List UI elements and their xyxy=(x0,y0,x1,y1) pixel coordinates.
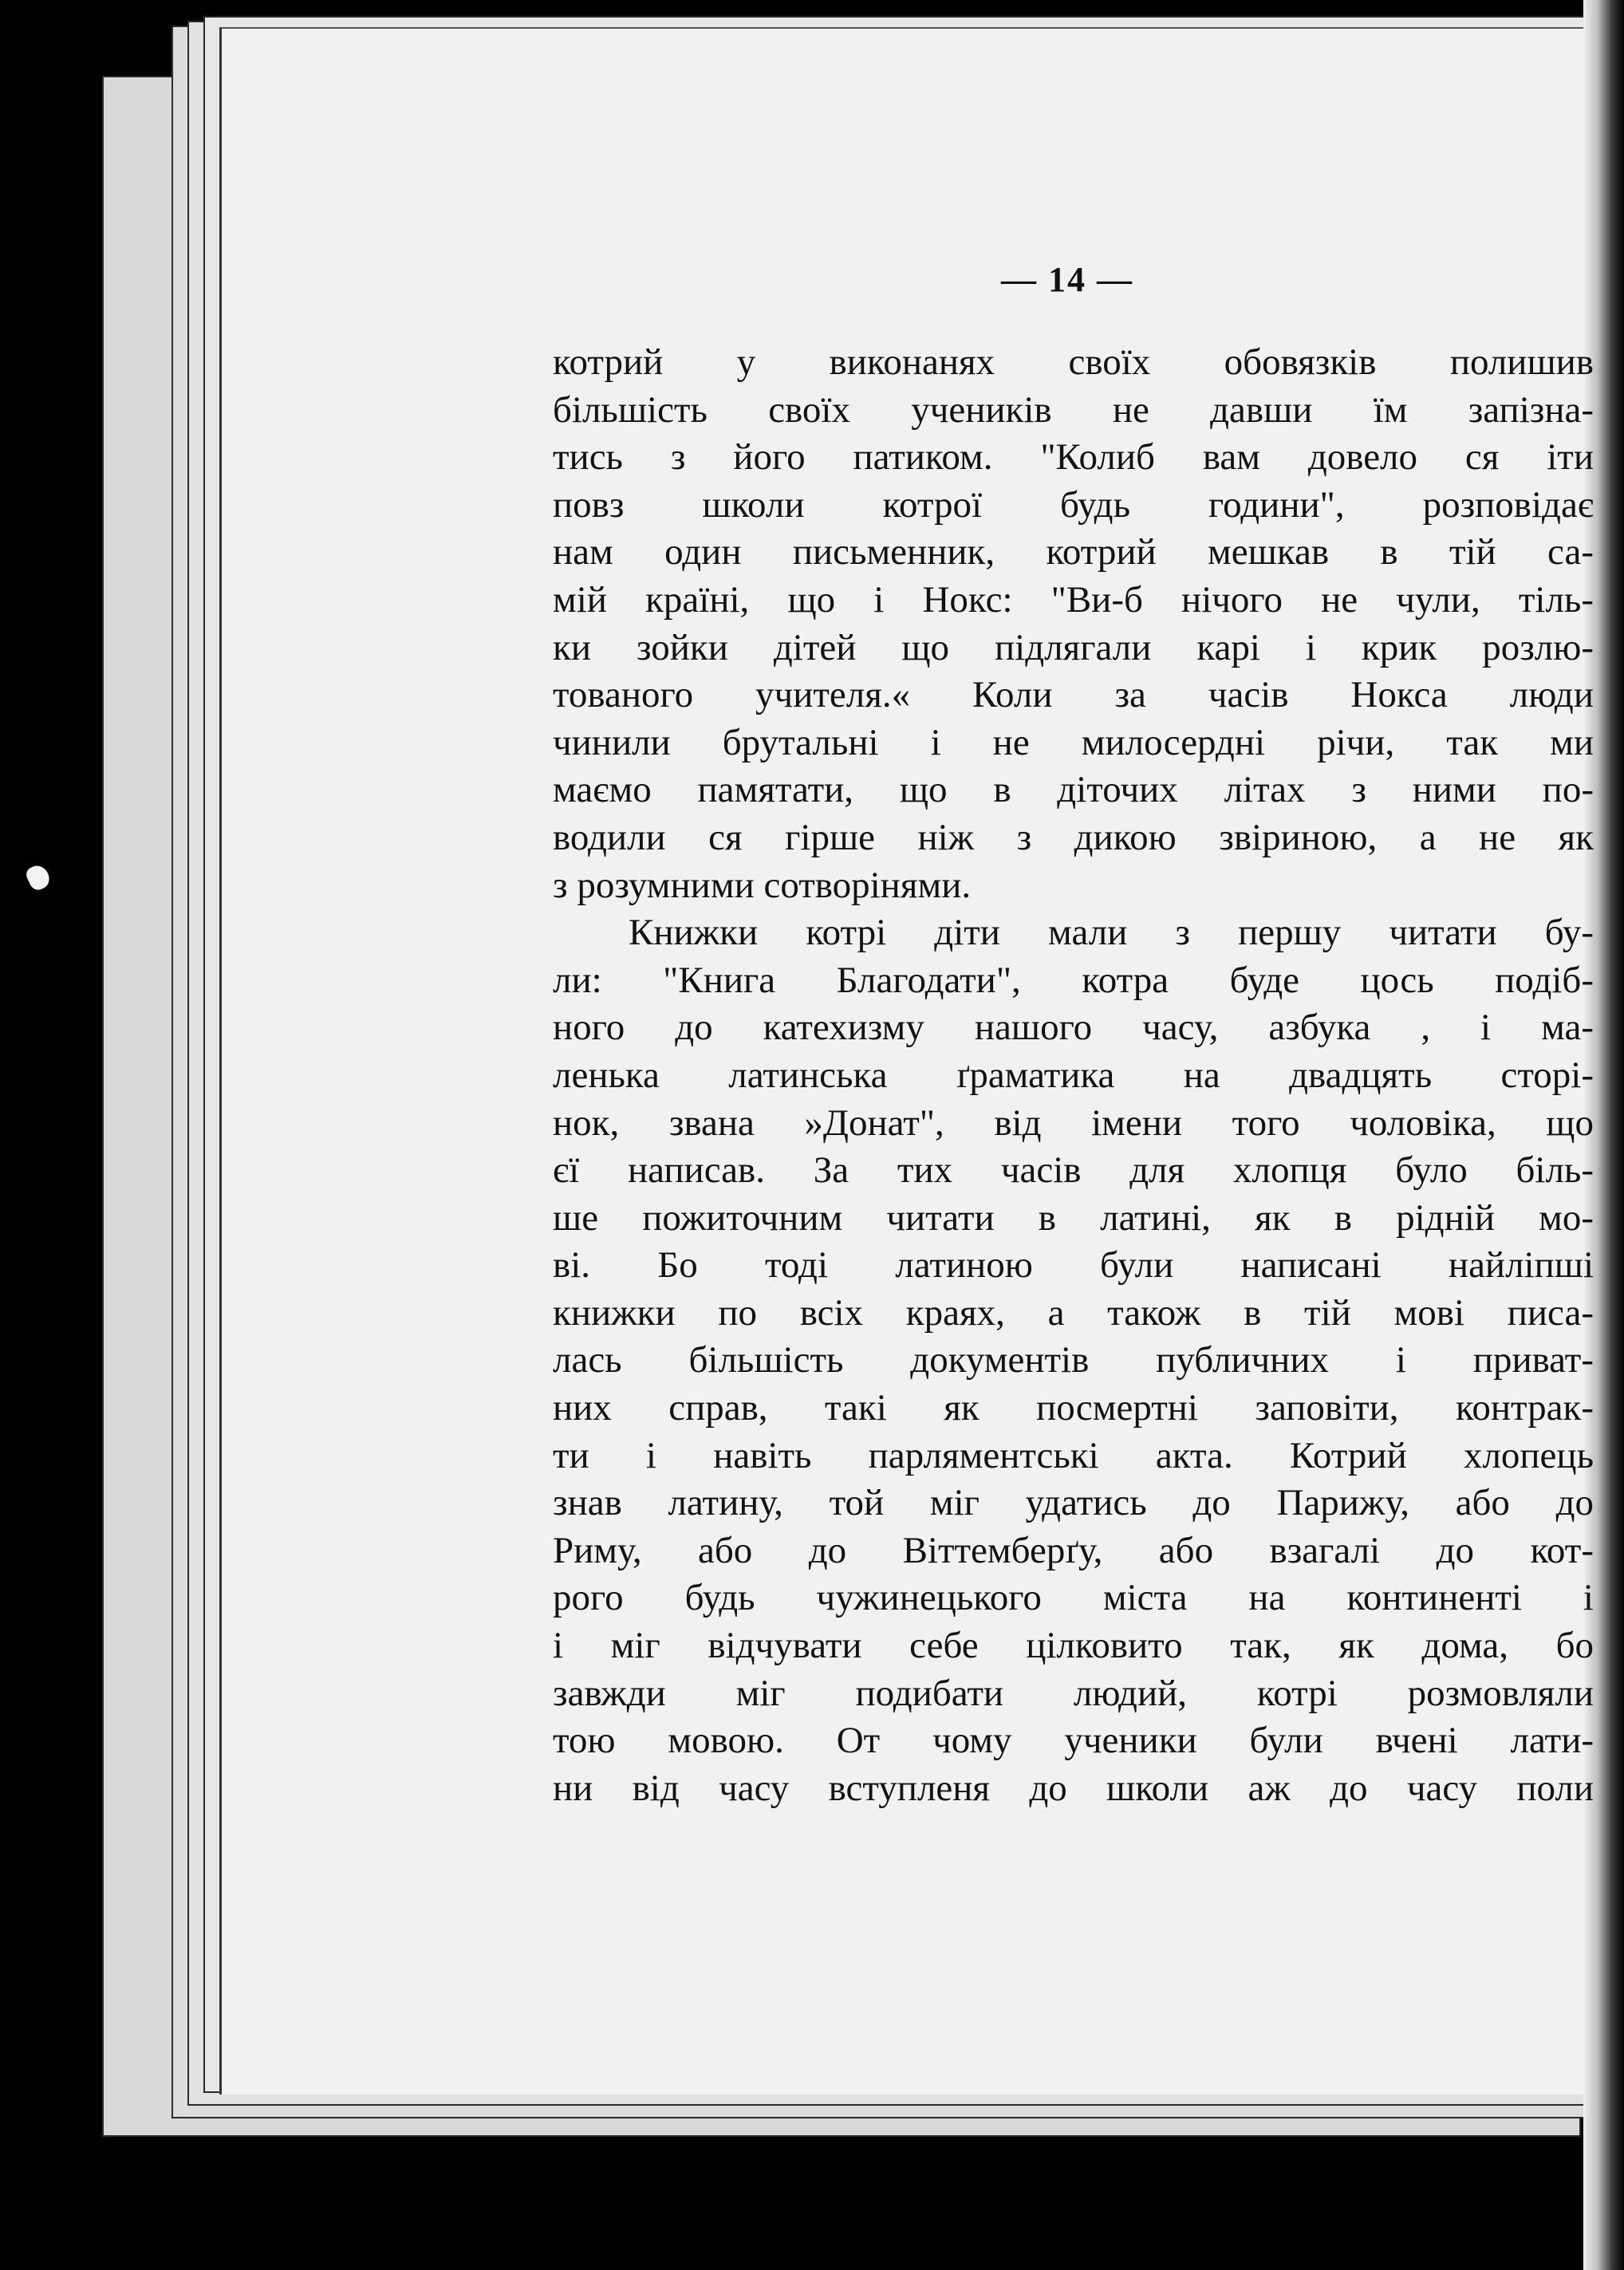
text-line: них справ, такі як посмертні заповіти, контрак- xyxy=(553,1387,1594,1429)
text-line: ли: "Книга Благодати", котра буде цось подіб- xyxy=(553,959,1594,1001)
body-text xyxy=(553,339,1594,1812)
text-line: тись з його патиком. "Колиб вам довело ся іти xyxy=(553,436,1594,479)
text-line: лась більшість документів публичних і приват- xyxy=(553,1339,1594,1381)
text-line: Книжки котрі діти мали з першу читати бу- xyxy=(629,912,1594,954)
text-line: більшість своїх учеників не давши їм запізна- xyxy=(553,388,1594,431)
text-line: Риму, або до Віттемберґу, або взагалі до кот- xyxy=(553,1529,1594,1571)
page-number: — 14 — xyxy=(1001,260,1133,299)
text-line: знав латину, той міг удатись до Парижу, або до xyxy=(553,1482,1594,1524)
text-line: ного до катехизму нашого часу, азбука , і ма- xyxy=(553,1007,1594,1049)
text-line: завжди міг подибати людий, котрі розмовляли xyxy=(553,1672,1594,1714)
text-line: нок, звана »Донат", від імени того чоловіка, що xyxy=(553,1102,1594,1144)
text-line: ти і навіть парляментські акта. Котрий хлопець xyxy=(553,1434,1594,1476)
text-line: котрий у виконанях своїх обовязків полишив xyxy=(553,341,1594,383)
text-line: книжки по всіх краях, а також в тій мові писа- xyxy=(553,1291,1594,1334)
text-line: тою мовою. От чому ученики були вчені лати- xyxy=(553,1720,1594,1762)
text-line: ше пожиточним читати в латині, як в рідній мо- xyxy=(553,1196,1594,1239)
text-line: єї написав. За тих часів для хлопця було біль- xyxy=(553,1149,1594,1192)
text-line: і міг відчувати себе цілковито так, як дома, бо xyxy=(553,1625,1594,1667)
scan-background xyxy=(102,2130,1624,2270)
text-line: тованого учителя.« Коли за часів Нокса люди xyxy=(553,674,1594,716)
text-line: ві. Бо тоді латиною були написані найліпші xyxy=(553,1244,1594,1287)
text-line: мій країні, що і Нокс: "Ви-б нічого не чули, тіль- xyxy=(553,578,1594,621)
text-line: з розумними сотворінями. xyxy=(553,864,972,906)
text-line: ни від часу вступленя до школи аж до часу поли xyxy=(553,1767,1594,1809)
text-line: нам один письменник, котрий мешкав в тій са- xyxy=(553,531,1594,573)
scan-speck xyxy=(24,862,53,893)
text-line: рого будь чужинецького міста на континенті і xyxy=(553,1577,1594,1619)
text-line: ки зойки дітей що підлягали карі і крик розлю- xyxy=(553,626,1594,668)
text-line: чинили брутальні і не милосердні річи, так ми xyxy=(553,721,1594,763)
text-line: маємо памятати, що в діточих літах з ними по- xyxy=(553,769,1594,811)
text-line: ленька латинська ґраматика на двадцять сторі- xyxy=(553,1054,1594,1096)
text-line: водили ся гірше ніж з дикою звіриною, а не як xyxy=(553,816,1594,858)
text-line: повз школи котрої будь години", розповідає xyxy=(553,483,1594,526)
